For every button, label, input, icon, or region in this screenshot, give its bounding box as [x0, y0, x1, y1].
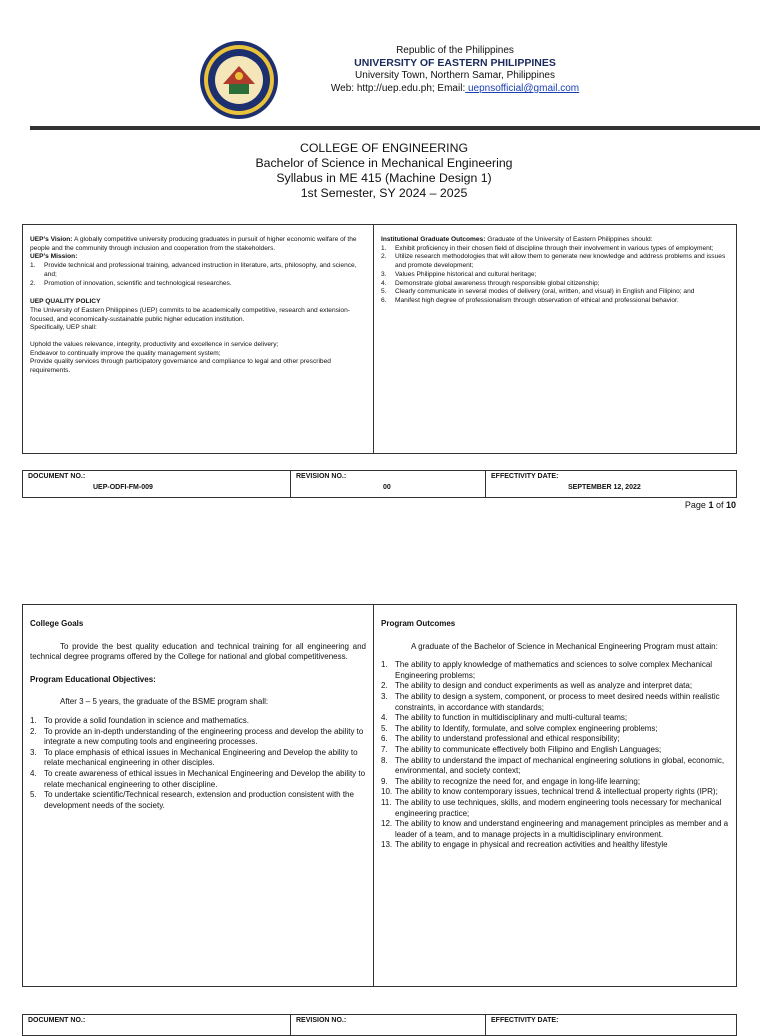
program-name: Bachelor of Science in Mechanical Engineering [255, 156, 513, 170]
university-name: UNIVERSITY OF EASTERN PHILIPPINES [354, 57, 556, 69]
document-control-bar [22, 470, 737, 498]
list-item: 1. Exhibit proficiency in their chosen field of discipline through their involvement in various types of employment; [381, 244, 714, 252]
peo-list [30, 716, 366, 811]
list-item: 5. Clearly communicate in several modes of delivery (oral, written, and visual) in English and Filipino; and [381, 288, 695, 296]
header-divider [30, 126, 760, 130]
revision-no-cell: REVISION NO.: 00 [296, 473, 391, 491]
college-name: COLLEGE OF ENGINEERING [299, 141, 469, 155]
college-goals-column [23, 605, 373, 986]
list-item: Uphold the values relevance, integrity, productivity and excellence in service delivery; [30, 341, 279, 349]
list-item: 6. The ability to understand professional and ethical responsibility; [381, 734, 620, 744]
vision-mission-column [23, 225, 373, 453]
program-outcomes-column [374, 605, 736, 986]
course-title-block [0, 141, 768, 201]
page-indicator: Page 1 of 10 [684, 500, 736, 510]
peo-label: Program Educational Objectives: [30, 674, 156, 684]
list-item: Provide quality services through participatory governance and compliance to legal and other prescribed requirements. [30, 358, 331, 375]
list-item: 4. To create awareness of ethical issues in Mechanical Engineering and Develop the ability to relate mechanical engineering to other discipline. [30, 768, 366, 789]
document-no-cell: DOCUMENT NO.: UEP-ODFI-FM-009 [28, 473, 153, 491]
vision-label: UEP’s Vision: [30, 236, 73, 243]
list-item: 4. The ability to function in multidisciplinary and multi-cultural teams; [381, 713, 628, 723]
quality-specific: Specifically, UEP shall: [30, 324, 97, 332]
list-item: 3. To place emphasis of ethical issues in Mechanical Engineering and Develop the ability to relate mechanical engineering in other disciples. [30, 747, 358, 768]
graduate-outcomes-column [374, 225, 736, 453]
igo-intro: Graduate of the University of Eastern Philippines should: [485, 236, 653, 243]
contact-line [230, 83, 680, 95]
list-item: 2. Utilize research methodologies that will allow them to generate new knowledge and address problems and issues and promote development; [381, 253, 726, 270]
list-item: 1. To provide a solid foundation in science and mathematics. [30, 715, 250, 725]
list-item: 7. The ability to communicate effectively both Filipino and English Languages; [381, 744, 662, 754]
vision-text: A globally competitive university producing graduates in pursuit of higher economic welfare of the people and the community through inclusion and cooperation from the stakeholders. [30, 236, 357, 252]
igo-label: Institutional Graduate Outcomes: [381, 236, 486, 243]
program-outcomes-list [381, 660, 729, 851]
goals-outcomes-table [22, 604, 737, 987]
list-item: 8. The ability to understand the impact of mechanical engineering solutions in global, economic, environmental, and society context; [381, 755, 725, 776]
document-control-bar [22, 1014, 737, 1036]
list-item: 5. To undertake scientific/Technical research, extension and production consistent with the development needs of the society. [30, 790, 354, 810]
list-item: 1. Provide technical and professional training, advanced instruction in literature, arts, philosophy, and science, and; [30, 262, 357, 278]
web-text: Web: http://uep.edu.ph; Email: [330, 83, 466, 94]
vision-mission-table [22, 224, 737, 454]
revision-no-cell: REVISION NO.: [296, 1017, 347, 1024]
university-address: University Town, Northern Samar, Philippines [355, 70, 555, 81]
college-goals-label: College Goals [30, 619, 84, 628]
list-item: 5. The ability to Identify, formulate, and solve complex engineering problems; [381, 723, 658, 733]
effectivity-date-cell: EFFECTIVITY DATE: [491, 1017, 559, 1024]
mission-list [30, 262, 366, 288]
quality-policy-label: UEP QUALITY POLICY [30, 298, 101, 306]
igo-list [381, 245, 729, 306]
list-item: 1. The ability to apply knowledge of mathematics and sciences to solve complex Mechanical Engineering problems; [381, 660, 713, 680]
quality-policy-text: The University of Eastern Philippines (UEP) commits to be academically competitive, research and extension-focused, and economically-sustainable public higher education institution. [30, 306, 350, 323]
list-item: 2. The ability to design and conduct experiments as well as analyze and interpret data; [381, 681, 693, 691]
list-item: 9. The ability to recognize the need for, and engage in long-life learning; [381, 776, 641, 786]
list-item: 3. The ability to design a system, component, or process to meet desired needs within realistic constraints, in accordance with standards; [381, 691, 720, 712]
list-item: Endeavor to continually improve the quality management system; [30, 349, 221, 357]
list-item: 13. The ability to engage in physical and recreation activities and healthy lifestyle [381, 840, 668, 850]
semester-line: 1st Semester, SY 2024 – 2025 [300, 186, 468, 200]
list-item: 3. Values Philippine historical and cultural heritage; [381, 270, 537, 278]
peo-intro: After 3 – 5 years, the graduate of the BSME program shall: [60, 697, 269, 707]
list-item: 12. The ability to know and understand engineering and management principles as member and a leader of a team, and to manage projects in a multidisciplinary environment. [381, 819, 729, 839]
list-item: 2. Promotion of innovation, scientific and technological researches. [30, 279, 232, 287]
syllabus-title: Syllabus in ME 415 (Machine Design 1) [276, 171, 492, 185]
list-item: 11. The ability to use techniques, skills, and modern engineering tools necessary for mechanical engineering practice; [381, 797, 722, 818]
email-link[interactable]: uepnsofficial@gmail.com [465, 83, 580, 94]
list-item: 6. Manifest high degree of professionalism through observation of ethical and professional behavior. [381, 296, 679, 304]
effectivity-date-cell: EFFECTIVITY DATE: SEPTEMBER 12, 2022 [491, 473, 641, 491]
document-no-cell: DOCUMENT NO.: [28, 1017, 86, 1024]
list-item: 10. The ability to know contemporary issues, technical trend & intellectual property rights (IPR); [381, 787, 718, 797]
list-item: 2. To provide an in-depth understanding of the engineering process and develop the ability to integrate a new computing tools and engineering processes. [30, 726, 364, 747]
mission-label: UEP’s Mission: [30, 253, 78, 261]
republic-line: Republic of the Philippines [396, 45, 514, 56]
college-goals-text: To provide the best quality education and technical training for all engineering and technical degree programs offered by the College for national and global competitiveness. [30, 641, 366, 662]
program-outcomes-label: Program Outcomes [381, 619, 456, 628]
list-item: 4. Demonstrate global awareness through responsible global citizenship; [381, 279, 600, 287]
program-outcomes-intro: A graduate of the Bachelor of Science in Mechanical Engineering Program must attain: [411, 641, 718, 651]
